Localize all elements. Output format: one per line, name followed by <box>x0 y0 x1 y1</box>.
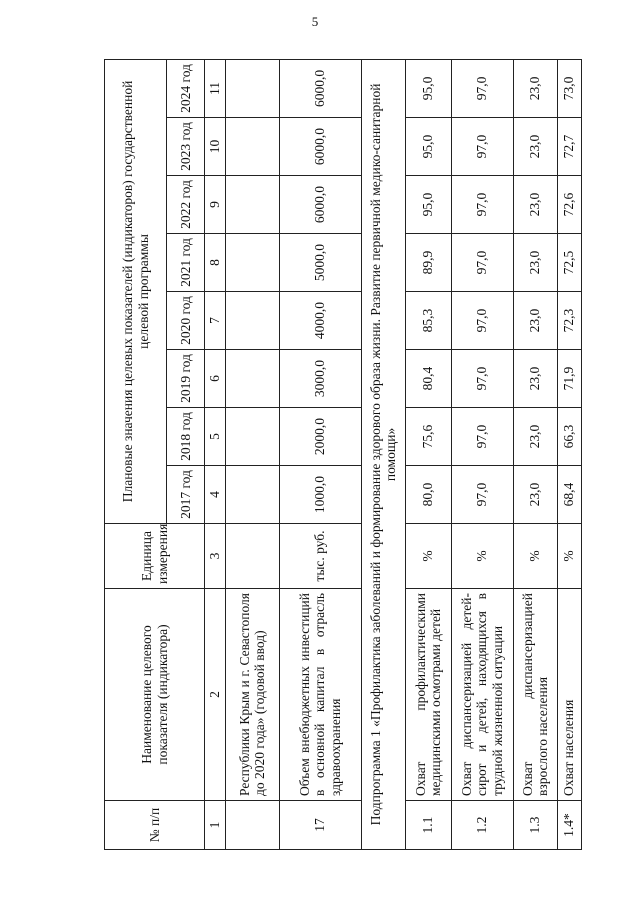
header-year: 2020 год <box>167 292 205 350</box>
empty-cell <box>225 466 279 524</box>
row-value: 80,0 <box>405 466 451 524</box>
row-value: 97,0 <box>451 59 513 117</box>
row-value: 97,0 <box>451 466 513 524</box>
row-num: 1.1 <box>405 801 451 850</box>
row-name: Охват диспансеризацией детей-сирот и детей, находящихся в трудной жизненной ситуации <box>451 589 513 801</box>
row-value: 23,0 <box>513 292 557 350</box>
row-value: 5000,0 <box>279 234 361 292</box>
row-value: 71,9 <box>557 350 581 408</box>
row-value: 95,0 <box>405 118 451 176</box>
row-value: 72,3 <box>557 292 581 350</box>
column-number: 4 <box>205 466 226 524</box>
row-value: 97,0 <box>451 234 513 292</box>
continuation-name: Республики Крым и г. Севастополя до 2020 года» (годовой ввод) <box>225 589 279 801</box>
row-value: 72,6 <box>557 176 581 234</box>
header-planned: Плановые значения целевых показателей (индикаторов) государственной целевой программы <box>105 59 167 523</box>
row-value: 23,0 <box>513 176 557 234</box>
continuation-row <box>225 59 279 849</box>
row-value: 23,0 <box>513 466 557 524</box>
table-row <box>451 59 513 849</box>
continuation-unit <box>225 524 279 589</box>
column-number: 6 <box>205 350 226 408</box>
header-row <box>105 59 167 849</box>
row-value: 72,5 <box>557 234 581 292</box>
column-number: 10 <box>205 118 226 176</box>
row-value: 1000,0 <box>279 466 361 524</box>
empty-cell <box>225 59 279 117</box>
row-name: Объем внебюджетных инвестиций в основной капитал в отрасль здравоохранения <box>279 589 361 801</box>
row-value: 97,0 <box>451 292 513 350</box>
header-name: Наименование целевого показателя (индикатора) <box>105 589 205 801</box>
rotated-table-container <box>104 60 577 850</box>
row-num: 1.4* <box>557 801 581 850</box>
header-year: 2019 год <box>167 350 205 408</box>
column-number: 2 <box>205 589 226 801</box>
row-unit: % <box>557 524 581 589</box>
row-value: 23,0 <box>513 350 557 408</box>
row-value: 80,4 <box>405 350 451 408</box>
row-value: 6000,0 <box>279 59 361 117</box>
empty-cell <box>225 350 279 408</box>
header-year: 2021 год <box>167 234 205 292</box>
column-number: 11 <box>205 59 226 117</box>
empty-cell <box>225 176 279 234</box>
row-value: 23,0 <box>513 234 557 292</box>
page-number: 5 <box>311 14 319 29</box>
row-value: 6000,0 <box>279 118 361 176</box>
table-row <box>405 59 451 849</box>
row-value: 23,0 <box>513 408 557 466</box>
row-value: 3000,0 <box>279 350 361 408</box>
empty-cell <box>225 234 279 292</box>
continuation-num <box>225 801 279 850</box>
row-value: 72,7 <box>557 118 581 176</box>
row-value: 66,3 <box>557 408 581 466</box>
row-name: Охват профилактическими медицинскими осмотрами детей <box>405 589 451 801</box>
empty-cell <box>225 408 279 466</box>
row-value: 2000,0 <box>279 408 361 466</box>
column-number-row <box>205 59 226 849</box>
column-number: 9 <box>205 176 226 234</box>
row-num: 17 <box>279 801 361 850</box>
row-value: 73,0 <box>557 59 581 117</box>
header-year: 2018 год <box>167 408 205 466</box>
row-value: 97,0 <box>451 350 513 408</box>
row-value: 23,0 <box>513 118 557 176</box>
empty-cell <box>225 118 279 176</box>
table-row <box>513 59 557 849</box>
header-year: 2017 год <box>167 466 205 524</box>
row-name: Охват населения <box>557 589 581 801</box>
row-unit: тыс. руб. <box>279 524 361 589</box>
subprogram-row <box>361 59 405 849</box>
header-year: 2023 год <box>167 118 205 176</box>
row-value: 95,0 <box>405 176 451 234</box>
row-value: 85,3 <box>405 292 451 350</box>
header-year: 2024 год <box>167 59 205 117</box>
subprogram-title: Подпрограмма 1 «Профилактика заболеваний и формирование здорового образа жизни. Развитие первичной медико-санитарной помощи» <box>361 59 405 849</box>
row-value: 4000,0 <box>279 292 361 350</box>
row-value: 6000,0 <box>279 176 361 234</box>
row-value: 97,0 <box>451 176 513 234</box>
table-row <box>279 59 361 849</box>
row-unit: % <box>451 524 513 589</box>
column-number: 5 <box>205 408 226 466</box>
row-unit: % <box>513 524 557 589</box>
row-value: 95,0 <box>405 59 451 117</box>
row-num: 1.3 <box>513 801 557 850</box>
row-value: 97,0 <box>451 408 513 466</box>
column-number: 7 <box>205 292 226 350</box>
header-year: 2022 год <box>167 176 205 234</box>
column-number: 8 <box>205 234 226 292</box>
header-num: № п/п <box>105 801 205 850</box>
indicators-table <box>104 59 582 850</box>
header-unit: Единица измерения <box>105 524 205 589</box>
row-value: 97,0 <box>451 118 513 176</box>
table-row <box>557 59 581 849</box>
row-value: 23,0 <box>513 59 557 117</box>
row-value: 68,4 <box>557 466 581 524</box>
row-name: Охват диспансеризацией взрослого населения <box>513 589 557 801</box>
row-num: 1.2 <box>451 801 513 850</box>
row-unit: % <box>405 524 451 589</box>
empty-cell <box>225 292 279 350</box>
column-number: 1 <box>205 801 226 850</box>
row-value: 89,9 <box>405 234 451 292</box>
row-value: 75,6 <box>405 408 451 466</box>
column-number: 3 <box>205 524 226 589</box>
